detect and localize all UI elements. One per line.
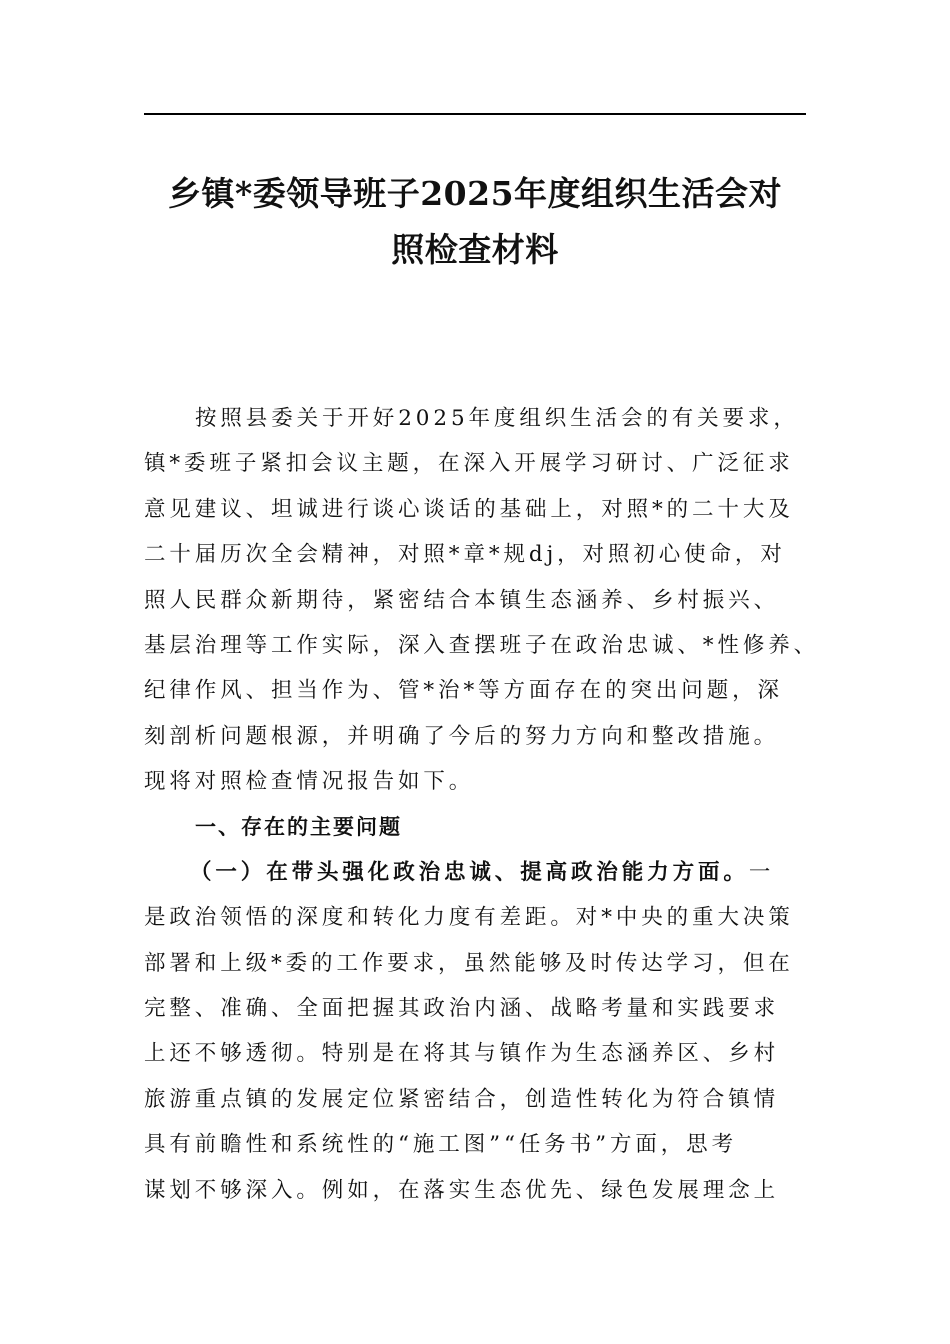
- paragraph-1-line: 照人民群众新期待，紧密结合本镇生态涵养、乡村振兴、: [144, 587, 780, 613]
- paragraph-2-line: 部署和上级*委的工作要求，虽然能够及时传达学习，但在: [144, 950, 794, 976]
- paragraph-1-line: 意见建议、坦诚进行谈心谈话的基础上，对照*的二十大及: [144, 496, 794, 522]
- paragraph-2-line: 具有前瞻性和系统性的“施工图”“任务书”方面，思考: [144, 1132, 737, 1158]
- document-title: [144, 166, 806, 278]
- paragraph-1-line: 基层治理等工作实际，深入查摆班子在政治忠诚、*性修养、: [144, 632, 820, 658]
- section-1-heading: 一、存在的主要问题: [195, 814, 402, 839]
- title-line-1: 乡镇*委领导班子2025年度组织生活会对: [167, 174, 783, 213]
- paragraph-2-line: 是政治领悟的深度和转化力度有差距。对*中央的重大决策: [144, 905, 794, 931]
- paragraph-1-line: 刻剖析问题根源，并明确了今后的努力方向和整改措施。: [144, 723, 780, 749]
- paragraph-1-line: 现将对照检查情况报告如下。: [144, 769, 475, 795]
- paragraph-2-line: 上还不够透彻。特别是在将其与镇作为生态涵养区、乡村: [144, 1041, 780, 1067]
- paragraph-1-line: 按照县委关于开好2025年度组织生活会的有关要求，: [195, 406, 799, 431]
- document-body: [144, 396, 820, 1213]
- subsection-1-first-line: [144, 850, 808, 895]
- subsection-1-lead: （一）在带头强化政治忠诚、提高政治能力方面。: [190, 859, 749, 885]
- paragraph-2-line: 谋划不够深入。例如，在落实生态优先、绿色发展理念上: [144, 1177, 780, 1203]
- paragraph-1-line: 纪律作风、担当作为、管*治*等方面存在的突出问题，深: [144, 678, 783, 704]
- subsection-1-lead-tail: 一: [748, 859, 775, 885]
- title-line-2: 照检查材料: [391, 230, 559, 269]
- paragraph-1-line: 二十届历次全会精神，对照*章*规dj，对照初心使命，对: [144, 542, 786, 568]
- top-rule: [144, 113, 806, 115]
- paragraph-2-line: 旅游重点镇的发展定位紧密结合，创造性转化为符合镇情: [144, 1086, 780, 1112]
- paragraph-1-line: 镇*委班子紧扣会议主题，在深入开展学习研讨、广泛征求: [144, 451, 794, 477]
- paragraph-2-line: 完整、准确、全面把握其政治内涵、战略考量和实践要求: [144, 996, 780, 1022]
